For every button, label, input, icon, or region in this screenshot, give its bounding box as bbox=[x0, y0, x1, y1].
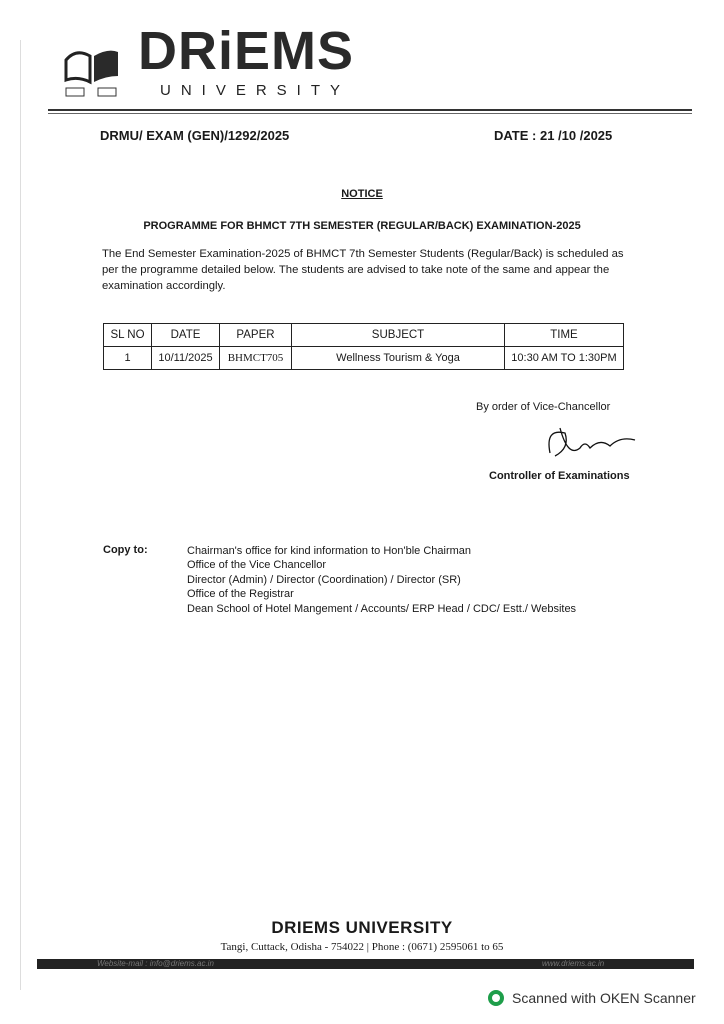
table-header-row bbox=[104, 324, 624, 347]
reference-number: DRMU/ EXAM (GEN)/1292/2025 bbox=[100, 128, 290, 143]
col-header: TIME bbox=[505, 324, 624, 347]
footer-address: Tangi, Cuttack, Odisha - 754022 | Phone : (0671) 2595061 to 65 bbox=[220, 941, 504, 953]
table-row bbox=[104, 347, 624, 370]
header-rule bbox=[48, 109, 692, 111]
footer-bar bbox=[37, 959, 694, 969]
controller-title: Controller of Examinations bbox=[489, 470, 630, 482]
copy-to-list bbox=[187, 544, 576, 616]
header-rule-thin bbox=[48, 113, 692, 114]
col-header: PAPER bbox=[220, 324, 292, 347]
copy-item: Office of the Registrar bbox=[187, 588, 294, 601]
cell-time: 10:30 AM TO 1:30PM bbox=[505, 347, 624, 370]
programme-heading: PROGRAMME FOR BHMCT 7TH SEMESTER (REGULAR/BACK) EXAMINATION-2025 bbox=[143, 220, 581, 232]
notice-body: The End Semester Examination-2025 of BHMCT 7th Semester Students (Regular/Back) is scheduled as per the programme detailed below. The students are advised to take note of the same and appear the examination accordingly. bbox=[102, 248, 624, 292]
col-header: DATE bbox=[152, 324, 220, 347]
order-line: By order of Vice-Chancellor bbox=[476, 401, 611, 413]
footer-email: Website-mail : info@driems.ac.in bbox=[97, 959, 214, 968]
exam-schedule-table bbox=[103, 323, 624, 370]
col-header: SUBJECT bbox=[292, 324, 505, 347]
copy-item: Director (Admin) / Director (Coordination) / Director (SR) bbox=[187, 573, 461, 586]
copy-to-label: Copy to: bbox=[103, 544, 148, 556]
copy-item: Office of the Vice Chancellor bbox=[187, 559, 327, 572]
scanner-text: Scanned with OKEN Scanner bbox=[512, 990, 696, 1006]
scan-edge bbox=[20, 40, 21, 990]
col-header: SL NO bbox=[104, 324, 152, 347]
signature-icon bbox=[540, 418, 640, 468]
cell-slno: 1 bbox=[104, 347, 152, 370]
scanner-watermark bbox=[488, 990, 696, 1006]
university-logo-icon bbox=[62, 30, 122, 100]
brand-subtitle: UNIVERSITY bbox=[160, 82, 351, 99]
cell-subject: Wellness Tourism & Yoga bbox=[292, 347, 505, 370]
cell-paper: BHMCT705 bbox=[220, 347, 292, 370]
footer-website: www.driems.ac.in bbox=[542, 959, 605, 968]
notice-date: DATE : 21 /10 /2025 bbox=[494, 128, 613, 143]
copy-item: Chairman's office for kind information to Hon'ble Chairman bbox=[187, 545, 472, 557]
notice-title: NOTICE bbox=[341, 188, 383, 200]
brand-name: DRiEMS bbox=[138, 21, 355, 81]
footer-name: DRIEMS UNIVERSITY bbox=[271, 918, 453, 937]
oken-logo-icon bbox=[488, 990, 504, 1006]
cell-date: 10/11/2025 bbox=[152, 347, 220, 370]
copy-item: Dean School of Hotel Mangement / Accounts/ ERP Head / CDC/ Estt./ Websites bbox=[187, 602, 577, 615]
